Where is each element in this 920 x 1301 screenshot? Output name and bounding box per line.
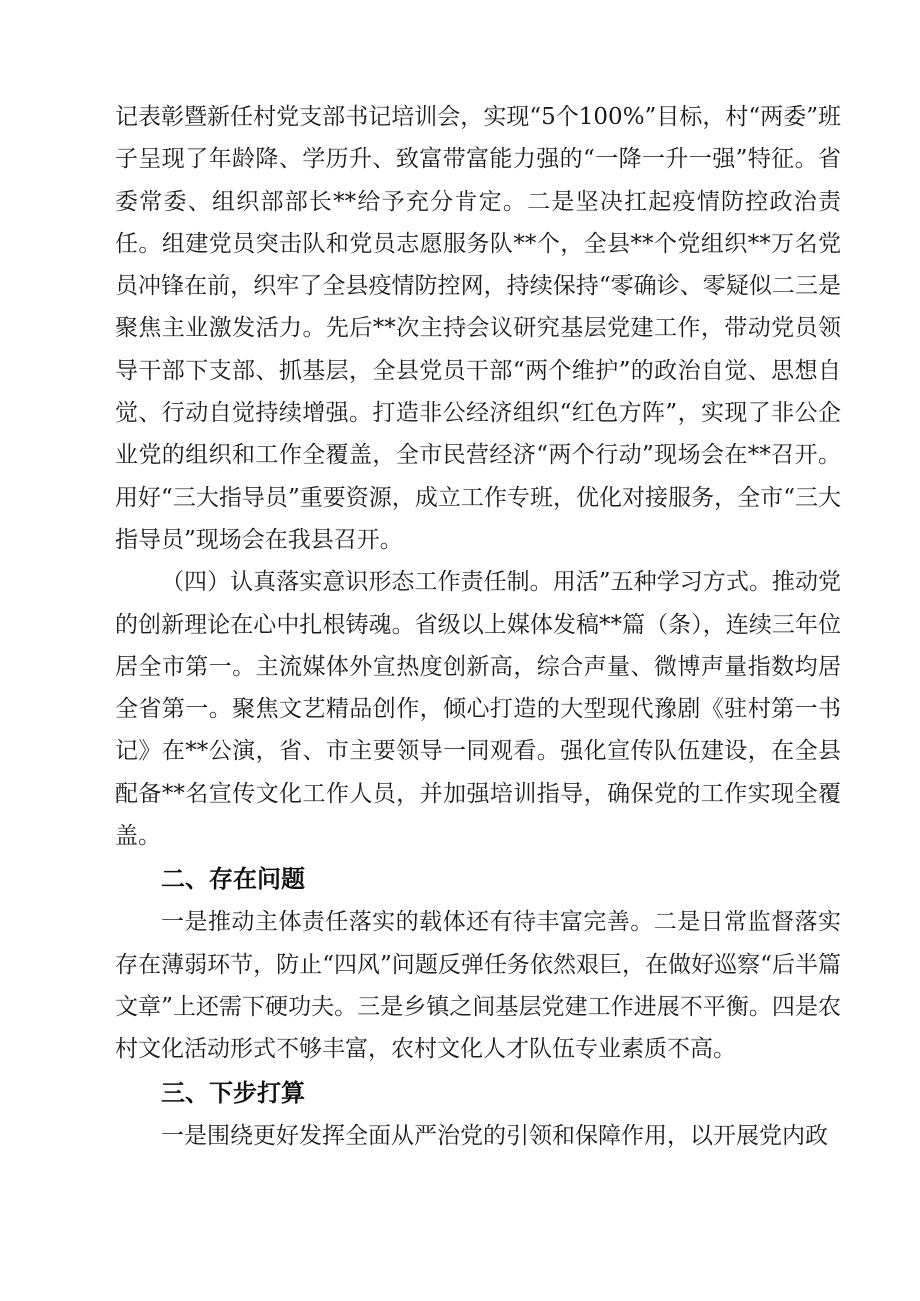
paragraph-next-plans-start: 一是围绕更好发挥全面从严治党的引领和保障作用，以开展党内政 xyxy=(161,1122,828,1149)
paragraph-problems-list: 一是推动主体责任落实的载体还有待丰富完善。二是日常监督落实存在薄弱环节，防止“四风”问题反弹任务依然艰巨，在做好巡察“后半篇文章”上还需下硬功夫。三是乡镇之间基层党建工作进展不平衡。四是农村文化活动形式不够丰富，农村文化人才队伍专业素质不高。 xyxy=(115,909,841,1063)
document-body xyxy=(115,96,841,1157)
paragraph-ideology-work: （四）认真落实意识形态工作责任制。用活”五种学习方式。推动党的创新理论在心中扎根铸魂。省级以上媒体发稿**篇（条），连续三年位居全市第一。主流媒体外宣热度创新高，综合声量、微博声量指数均居全省第一。聚焦文艺精品创作，倾心打造的大型现代豫剧《驻村第一书记》在**公演，省、市主要领导一同观看。强化宣传队伍建设，在全县配备**名宣传文化工作人员，并加强培训指导，确保党的工作实现全覆盖。 xyxy=(115,569,841,850)
paragraph-party-building-results: 记表彰暨新任村党支部书记培训会，实现“5个100%”目标，村“两委”班子呈现了年龄降、学历升、致富带富能力强的“一降一升一强”特征。省委常委、组织部部长**给予充分肯定。二是坚决扛起疫情防控政治责任。组建党员突击队和党员志愿服务队**个，全县**个党组织**万名党员冲锋在前，织牢了全县疫情防控网，持续保持“零确诊、零疑似二三是聚焦主业激发活力。先后**次主持会议研究基层党建工作，带动党员领导干部下支部、抓基层，全县党员干部“两个维护”的政治自觉、思想自觉、行动自觉持续增强。打造非公经济组织“红色方阵”，实现了非公企业党的组织和工作全覆盖，全市民营经济“两个行动”现场会在**召开。用好“三大指导员”重要资源，成立工作专班，优化对接服务，全市“三大指导员”现场会在我县召开。 xyxy=(115,104,841,553)
heading-existing-problems: 二、存在问题 xyxy=(161,865,305,894)
heading-next-plans: 三、下步打算 xyxy=(161,1078,305,1107)
